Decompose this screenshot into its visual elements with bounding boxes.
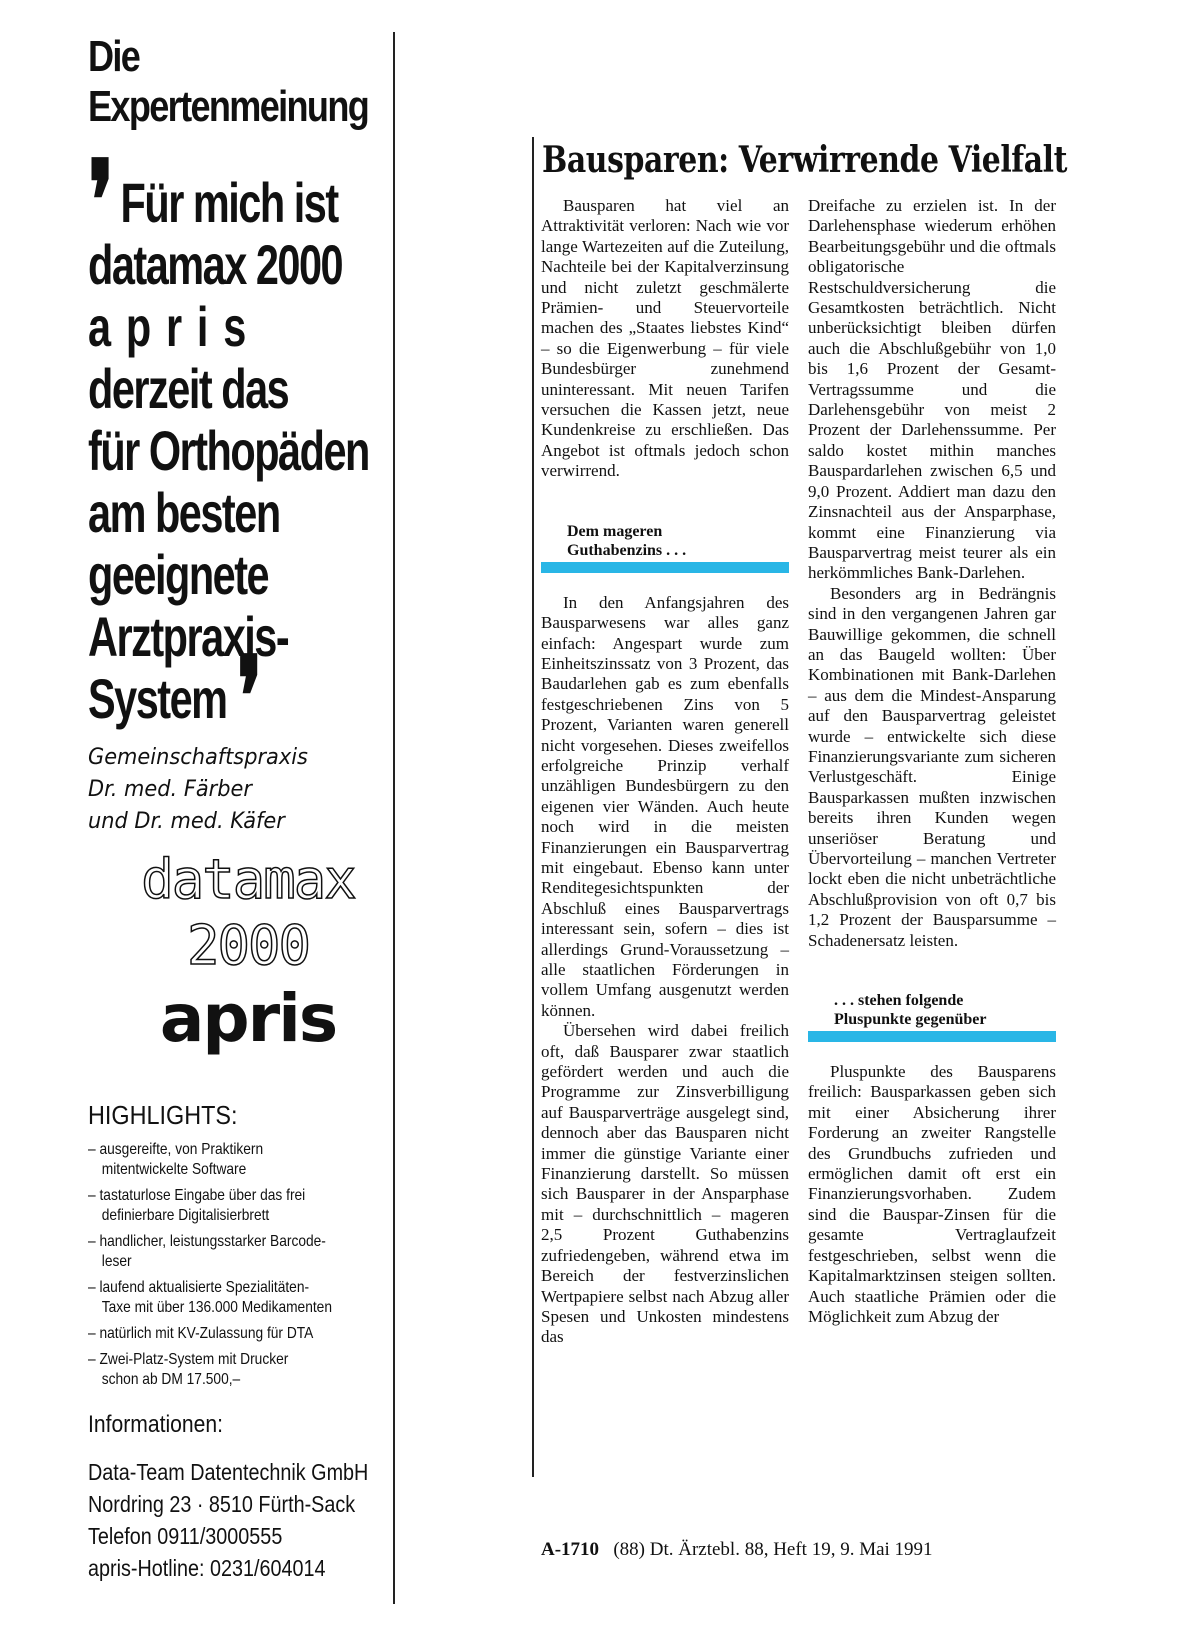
article-paragraph: Dreifache zu erzielen ist. In der Darlehensphase wiederum erhöhen Bearbeitungsgebühr und die oftmals obligatorische Restschuldversicherung die Gesamtkosten beträchtlich. Nicht unberücksichtigt bleiben dürfen auch die Abschlußgebühr von 1,0 bis 1,6 Prozent der Gesamt-Vertragssumme und die Darlehensgebühr von meist 2 Prozent der Darlehenssumme. Per saldo kostet mithin manches Bauspardarlehen zwischen 6,5 und 9,0 Prozent. Addiert man dazu den Zinsnachteil aus der Ansparphase, kommt eine Finanzierung via Bausparvertrag meist teurer als ein herkömmliches Bank-Darlehen. xyxy=(808,196,1056,583)
quote-line-2: datamax 2000 xyxy=(88,233,343,296)
logo-apris: apris xyxy=(159,980,337,1057)
highlight-item: – laufend aktualisierte Spezialitäten- Taxe mit über 136.000 Medikamenten xyxy=(88,1279,332,1316)
page-footer xyxy=(541,1538,933,1562)
advertisement xyxy=(88,32,388,1602)
ad-divider xyxy=(393,32,395,1604)
subheading-1 xyxy=(541,522,789,573)
subheading-2-line1: . . . stehen folgende xyxy=(834,992,964,1010)
article-paragraph: Pluspunkte des Bausparens freilich: Bausparkassen geben sich mit einer Absicherung ihrer Forderung an zweiter Rangstelle des Grundbuchs zufrieden und ermöglichen damit oft erst ein Finanzierungsvorhaben. Zudem sind die Bauspar-Zinsen für die gesamte Vertraglaufzeit festgeschrieben, selbst wenn die Kapitalmarktzinsen steigen sollten. Auch staatliche Prämien oder die Möglichkeit zum Abzug der xyxy=(808,1062,1056,1326)
contact-info xyxy=(88,1456,414,1584)
article-rule xyxy=(532,137,534,1477)
info-title: Informationen: xyxy=(88,1411,224,1438)
contact-company: Data-Team Datentechnik GmbH xyxy=(88,1459,369,1485)
quote-line-8: Arztpraxis- xyxy=(88,605,289,668)
quote-line-5: für Orthopäden xyxy=(88,419,369,482)
subheading-accent-bar xyxy=(808,1031,1056,1042)
quote-line-7: geeignete xyxy=(88,543,269,606)
highlight-item: – Zwei-Platz-System mit Drucker schon ab DM 17.500,– xyxy=(88,1351,289,1388)
quote-line-1: ❜ Für mich ist xyxy=(88,141,338,263)
article-paragraph: Übersehen wird dabei freilich oft, daß Bausparer zwar staatlich gefördert werden und auch die Programme zur Zinsverbilligung auf Bausparverträge ausgelegt sind, dennoch aber das Bausparen nicht immer die günstige Variante einer Finanzierung darstellt. So müssen sich Bausparer in der Ansparphase mit – durchschnittlich – mageren 2,5 Prozent Guthabenzins zufriedengeben, während etwa im Bereich der festverzinslichen Wertpapiere selbst nach Abzug aller Spesen und Unkosten mindestens das xyxy=(541,1021,789,1347)
quote-line-9: System ❜ xyxy=(88,637,262,759)
quote-line-6: am besten xyxy=(88,481,280,544)
logo-2000: 2000 xyxy=(186,914,310,977)
attribution-line-1: Gemeinschaftspraxis xyxy=(88,745,308,770)
ad-attribution xyxy=(88,742,308,838)
article-title: Bausparen: Verwirrende Vielfalt xyxy=(542,139,1068,181)
quote-line-4: derzeit das xyxy=(88,357,289,420)
subheading-1-line2: Guthabenzins . . . xyxy=(567,541,687,559)
highlight-item: – ausgereifte, von Praktikern mitentwickelte Software xyxy=(88,1141,264,1178)
logo-datamax: datamax xyxy=(141,848,355,911)
subheading-1-line1: Dem mageren xyxy=(567,522,663,540)
quote-open-mark: ❜ xyxy=(88,141,113,263)
quote-line-3: apris xyxy=(88,295,262,358)
highlight-item: – natürlich mit KV-Zulassung für DTA xyxy=(88,1325,314,1342)
contact-phone: Telefon 0911/3000555 xyxy=(88,1523,283,1549)
article-paragraph: Besonders arg in Bedrängnis sind in den vergangenen Jahren gar Bauwillige gekommen, die schnell an das Baugeld wollten: Über Kombinationen mit Bank-Darlehen – aus dem die Mindest-Ansparung auf den Bausparvertrag geleistet wurde – entwickelte sich diese Finanzierungsvariante zum sicheren Verlustgeschäft. Einige Bausparkassen mußten inzwischen bereits ihren Kunden wegen unseriöser Beratung und Übervorteilung – manchen Vertreter lockt eben die nicht unbeträchtliche Abschlußprovision von oft 0,7 bis 1,2 Prozent der Bausparsumme – Schadenersatz leisten. xyxy=(808,583,1056,950)
ad-heading-line1: Die xyxy=(88,32,140,81)
attribution-line-3: und Dr. med. Käfer xyxy=(88,809,285,834)
page-number: A-1710 xyxy=(541,1539,600,1560)
article-column-1 xyxy=(541,196,789,1348)
journal-citation: (88) Dt. Ärztebl. 88, Heft 19, 9. Mai 1991 xyxy=(613,1539,933,1560)
highlight-item: – tastaturlose Eingabe über das frei definierbare Digitalisierbrett xyxy=(88,1187,306,1224)
article-paragraph: In den Anfangsjahren des Bausparwesens war alles ganz einfach: Angespart wurde zum Einheitszinssatz von 3 Prozent, das Baudarlehen gab es zum ebenfalls festgeschriebenen Zins von 5 Prozent, Varianten waren generell nicht vorgesehen. Dieses zweifellos erfolgreiche Prinzip verhalf unzähligen Bundesbürgern zu den eigenen vier Wänden. Auch heute noch wird in die meisten Finanzierungen ein Bausparvertrag mit eingebaut. Ebenso kann unter Renditegesichtspunkten der Abschluß eines Bausparvertrags interessant sein, sofern – dies ist allerdings Grund-Voraussetzung – alle staatlichen Förderungen in vollem Umfang ausgenutzt werden können. xyxy=(541,592,789,1020)
highlights-title: HIGHLIGHTS: xyxy=(88,1100,238,1130)
contact-address: Nordring 23 · 8510 Fürth-Sack xyxy=(88,1491,356,1517)
subheading-accent-bar xyxy=(541,562,789,573)
article-column-2 xyxy=(808,196,1056,1327)
contact-hotline: apris-Hotline: 0231/604014 xyxy=(88,1555,326,1581)
subheading-2-line2: Pluspunkte gegenüber xyxy=(834,1011,987,1029)
attribution-line-2: Dr. med. Färber xyxy=(88,777,252,802)
ad-heading-line2: Expertenmeinung xyxy=(88,82,369,131)
highlights-list xyxy=(88,1140,388,1396)
quote-close-mark: ❜ xyxy=(236,637,262,759)
article-paragraph: Bausparen hat viel an Attraktivität verloren: Nach wie vor lange Wartezeiten auf die Zuteilung, Nachteile bei der Kapitalverzinsung und nicht zuletzt geschmälerte Prämien- und Steuervorteile machen des „Staates liebstes Kind“ – so die Eigenwerbung – für viele Bundesbürger zunehmend uninteressant. Mit neuen Tarifen versuchen die Kassen jetzt, neue Kundenkreise zu erschließen. Das Angebot ist oftmals jedoch schon verwirrend. xyxy=(541,196,789,481)
subheading-2 xyxy=(808,991,1056,1042)
datamax-logo xyxy=(128,847,368,1059)
highlight-item: – handlicher, leistungsstarker Barcode- leser xyxy=(88,1233,326,1270)
